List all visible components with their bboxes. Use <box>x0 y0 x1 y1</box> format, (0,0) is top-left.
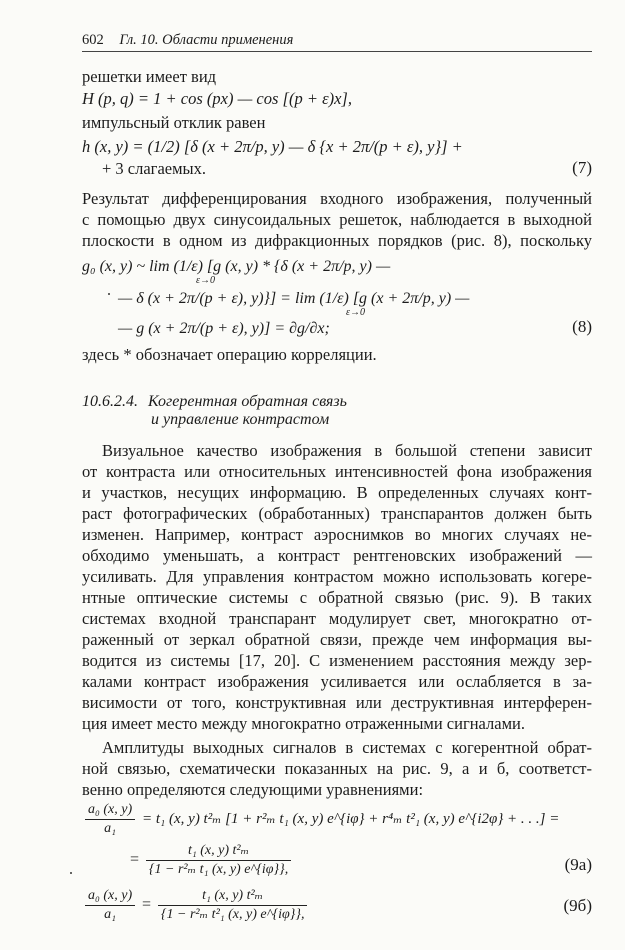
text-line: импульсный отклик равен <box>82 113 266 132</box>
equation-9b: $\frac{\text{a₀ (x, y)}}{\text{a₁}}$ = $\frac{\text{t₁ (x, y) t²ₘ}}{\text{\{1 − r²ₘ t²₁ (x, y) e\textasciicircum{}\{iφ\}\},}}$ <box>82 888 310 923</box>
fraction-numerator: t₁ (x, y) t²ₘ <box>158 888 308 906</box>
fraction-9b <box>158 888 308 923</box>
paragraph-line: с помощью двух синусоидальных решеток, наблюдается в выходной <box>82 210 592 229</box>
paragraph-line: ция имеет место между многократно отраженными сигналами. <box>82 714 525 733</box>
running-title: Гл. 10. Области применения <box>119 32 294 48</box>
paragraph-line: нтные оптические системы с обратной связью (рис. 9). В таких <box>82 588 592 607</box>
section-title-line-2: и управление контрастом <box>151 411 330 428</box>
paragraph-line: усиливать. Для управления контрастом можно использовать когере- <box>82 567 592 586</box>
equation-9-line-1 <box>82 802 559 837</box>
section-number: 10.6.2.4. <box>82 393 138 410</box>
paragraph-line: системах входной транспарант модулирует свет, многократно от- <box>82 609 592 628</box>
paragraph-line: водится из системы [17, 20]. С изменением расстояния между зер- <box>82 651 592 670</box>
equation-number-7: (7) <box>572 158 592 177</box>
fraction-9a <box>146 843 291 878</box>
paragraph-line: раст фотографических (обработанных) транспарантов должен быть <box>82 504 592 523</box>
section-title-line-1: Когерентная обратная связь <box>148 393 347 410</box>
paragraph-line: висимости от того, конструктивная или деструктивная интерферен- <box>82 693 592 712</box>
paragraph-line: раженный от зеркал обратной связи, прежде чем информация вы- <box>82 630 592 649</box>
fraction-denominator: {1 − r²ₘ t²₁ (x, y) e^{iφ}}, <box>160 907 305 922</box>
limit-subscript: ε→0 <box>346 307 365 318</box>
paragraph-line: ной связью, схематически показанных на рис. 9, а и б, соответст- <box>82 759 592 778</box>
equation-number-8: (8) <box>572 317 592 336</box>
fraction-a0-a1 <box>85 888 135 923</box>
text-line: решетки имеет вид <box>82 67 217 86</box>
paragraph-line: изменен. Например, контраст аэроснимков во многих случаях не- <box>82 525 592 544</box>
equation-number-9b: (9б) <box>563 896 592 915</box>
page-number: 602 <box>82 32 104 48</box>
equation-8-line-2: — δ (x + 2π/(p + ε), y)}] = lim (1/ε) [g (x + 2π/p, y) — <box>118 290 470 307</box>
formula-h: h (x, y) = (1/2) [δ (x + 2π/p, y) — δ {x + 2π/(p + ε), y}] + <box>82 137 463 156</box>
text-line: здесь * обозначает операцию корреляции. <box>82 345 377 364</box>
equation-8-line-3: — g (x + 2π/(p + ε), y)] = ∂g/∂x; <box>118 320 330 337</box>
fraction-numerator: t₁ (x, y) t²ₘ <box>146 843 291 861</box>
fraction-denominator: {1 − r²ₘ t₁ (x, y) e^{iφ}}, <box>148 862 289 877</box>
paragraph-line: Амплитуды выходных сигналов в системах с когерентной обрат- <box>102 738 592 757</box>
running-header <box>82 32 592 52</box>
paragraph-line: обходимо уменьшать, а контраст рентгеновских изображений — <box>82 546 592 565</box>
paragraph-line: Результат дифференцирования входного изображения, полученный <box>82 189 592 208</box>
ink-dot <box>108 293 110 295</box>
fraction-denominator: a₁ <box>104 907 116 922</box>
paragraph-line: от контраста или относительных интенсивностей фона изображения <box>82 462 592 481</box>
limit-subscript: ε→0 <box>196 275 215 286</box>
equation-9a: = $\frac{\text{t₁ (x, y) t²ₘ}}{\text{\{1 − r²ₘ t₁ (x, y) e\textasciicircum{}\{iφ\}\},}}$ <box>130 843 294 878</box>
formula-H: H (p, q) = 1 + cos (px) — cos [(p + ε)x], <box>82 89 352 108</box>
paragraph-line: и участков, несущих информацию. В определенных случаях конт- <box>82 483 592 502</box>
paragraph-line: венно определяются следующими уравнениями: <box>82 780 424 799</box>
series-expansion: = t₁ (x, y) t²ₘ [1 + r²ₘ t₁ (x, y) e^{iφ} + r⁴ₘ t²₁ (x, y) e^{i2φ} + . . .] = <box>142 811 560 828</box>
fraction-denominator: a₁ <box>104 821 116 836</box>
equation-number-9a: (9а) <box>564 855 592 874</box>
formula-h-continued: + 3 слагаемых. <box>102 159 207 178</box>
ink-dot <box>70 872 72 874</box>
fraction-a0-a1 <box>85 802 135 837</box>
paragraph-line: калами контраст изображения усиливается или ослабляется в за- <box>82 672 592 691</box>
fraction-numerator: a₀ (x, y) <box>85 888 135 906</box>
paragraph-line: Визуальное качество изображения в большой степени зависит <box>102 441 592 460</box>
section-heading <box>82 392 347 412</box>
equation-8-line-1: g₀ (x, y) ~ lim (1/ε) [g (x, y) * {δ (x + 2π/p, y) — <box>82 258 391 275</box>
paragraph-line: плоскости в одном из дифракционных порядков (рис. 8), поскольку <box>82 231 592 250</box>
fraction-numerator: a₀ (x, y) <box>85 802 135 820</box>
